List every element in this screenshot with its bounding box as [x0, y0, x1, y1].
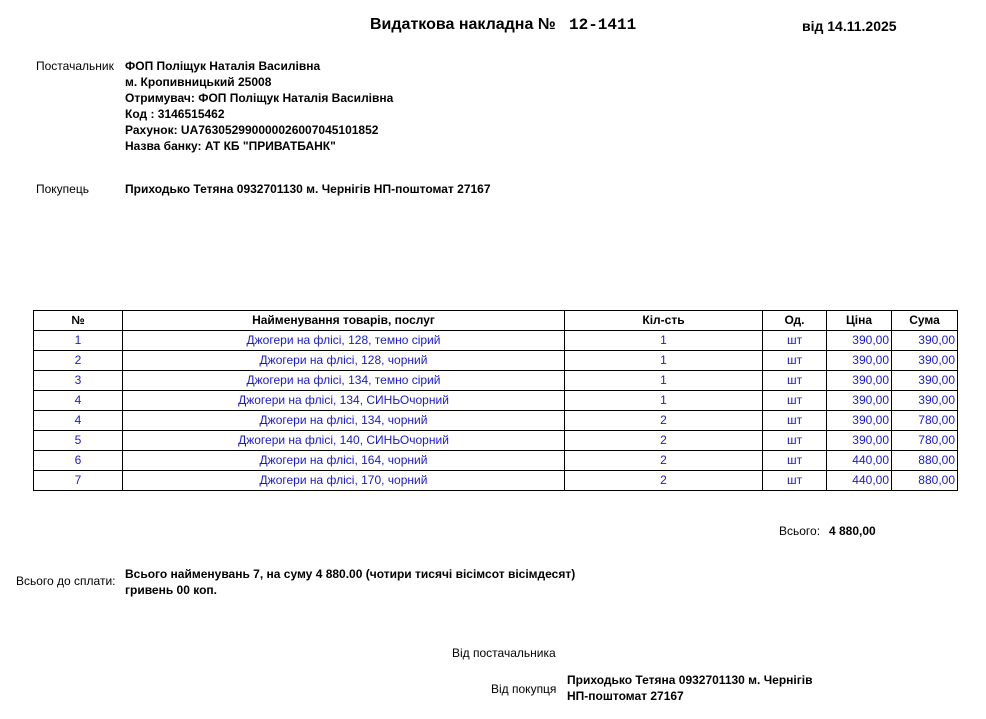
row-sum: 390,00	[892, 371, 958, 391]
supplier-bank: Назва банку: АТ КБ "ПРИВАТБАНК"	[125, 139, 336, 153]
row-product-name: Джогери на флісі, 134, темно сірий	[123, 371, 565, 391]
row-price: 390,00	[827, 431, 892, 451]
supplier-label: Постачальник	[36, 59, 114, 73]
row-unit: шт	[763, 431, 827, 451]
row-product-name: Джогери на флісі, 134, чорний	[123, 411, 565, 431]
row-unit: шт	[763, 471, 827, 491]
payment-label: Всього до сплати:	[16, 574, 116, 588]
row-number: 7	[34, 471, 123, 491]
col-header-unit: Од.	[763, 311, 827, 331]
row-price: 390,00	[827, 351, 892, 371]
row-price: 390,00	[827, 411, 892, 431]
total-value: 4 880,00	[829, 524, 876, 538]
row-unit: шт	[763, 331, 827, 351]
invoice-number: 12-1411	[569, 16, 637, 34]
table-row	[34, 391, 958, 411]
row-price: 440,00	[827, 451, 892, 471]
row-quantity: 1	[565, 331, 763, 351]
row-sum: 390,00	[892, 391, 958, 411]
table-row	[34, 351, 958, 371]
supplier-name: ФОП Поліщук Наталія Василівна	[125, 59, 321, 73]
row-quantity: 2	[565, 431, 763, 451]
payment-summary	[125, 566, 575, 598]
row-unit: шт	[763, 371, 827, 391]
row-number: 2	[34, 351, 123, 371]
row-quantity: 1	[565, 391, 763, 411]
buyer-signature-line: Приходько Тетяна 0932701130 м. Чернігів	[567, 673, 813, 687]
row-product-name: Джогери на флісі, 128, темно сірий	[123, 331, 565, 351]
buyer-label: Покупець	[36, 182, 89, 196]
row-number: 4	[34, 391, 123, 411]
row-product-name: Джогери на флісі, 170, чорний	[123, 471, 565, 491]
row-product-name: Джогери на флісі, 128, чорний	[123, 351, 565, 371]
col-header-name: Найменування товарів, послуг	[123, 311, 565, 331]
table-row	[34, 411, 958, 431]
row-sum: 780,00	[892, 411, 958, 431]
items-table	[33, 310, 958, 491]
buyer-signature-line: НП-поштомат 27167	[567, 689, 684, 703]
row-number: 1	[34, 331, 123, 351]
row-quantity: 2	[565, 451, 763, 471]
document-title: Видаткова накладна №	[370, 16, 556, 33]
table-row	[34, 431, 958, 451]
row-number: 3	[34, 371, 123, 391]
payment-summary-line: гривень 00 коп.	[125, 583, 217, 597]
row-number: 6	[34, 451, 123, 471]
total-label: Всього:	[779, 524, 821, 538]
row-number: 5	[34, 431, 123, 451]
row-price: 390,00	[827, 331, 892, 351]
row-product-name: Джогери на флісі, 140, СИНЬОчорний	[123, 431, 565, 451]
row-sum: 390,00	[892, 331, 958, 351]
row-price: 390,00	[827, 391, 892, 411]
row-sum: 880,00	[892, 471, 958, 491]
table-row	[34, 331, 958, 351]
table-row	[34, 471, 958, 491]
row-unit: шт	[763, 351, 827, 371]
from-supplier-label: Від постачальника	[452, 646, 556, 660]
row-number: 4	[34, 411, 123, 431]
payment-summary-line: Всього найменувань 7, на суму 4 880.00 (чотири тисячі вісімсот вісімдесят)	[125, 567, 576, 581]
supplier-recipient: Отримувач: ФОП Поліщук Наталія Василівна	[125, 91, 394, 105]
buyer-value: Приходько Тетяна 0932701130 м. Чернігів НП-поштомат 27167	[125, 182, 491, 196]
row-quantity: 1	[565, 371, 763, 391]
row-unit: шт	[763, 391, 827, 411]
col-header-number: №	[34, 311, 123, 331]
table-row	[34, 371, 958, 391]
table-header-row	[34, 311, 958, 331]
row-unit: шт	[763, 451, 827, 471]
supplier-details	[125, 58, 393, 154]
from-buyer-label: Від покупця	[491, 682, 557, 696]
row-price: 440,00	[827, 471, 892, 491]
col-header-sum: Сума	[892, 311, 958, 331]
col-header-quantity: Кіл-сть	[565, 311, 763, 331]
row-product-name: Джогери на флісі, 164, чорний	[123, 451, 565, 471]
buyer-signature-block	[567, 672, 812, 704]
row-product-name: Джогери на флісі, 134, СИНЬОчорний	[123, 391, 565, 411]
row-quantity: 2	[565, 471, 763, 491]
row-quantity: 2	[565, 411, 763, 431]
row-quantity: 1	[565, 351, 763, 371]
row-unit: шт	[763, 411, 827, 431]
row-sum: 780,00	[892, 431, 958, 451]
table-row	[34, 451, 958, 471]
col-header-price: Ціна	[827, 311, 892, 331]
supplier-city: м. Кропивницький 25008	[125, 75, 272, 89]
supplier-account: Рахунок: UA763052990000026007045101852	[125, 123, 379, 137]
supplier-code: Код : 3146515462	[125, 107, 225, 121]
row-sum: 880,00	[892, 451, 958, 471]
row-sum: 390,00	[892, 351, 958, 371]
row-price: 390,00	[827, 371, 892, 391]
invoice-date: від 14.11.2025	[802, 18, 897, 34]
